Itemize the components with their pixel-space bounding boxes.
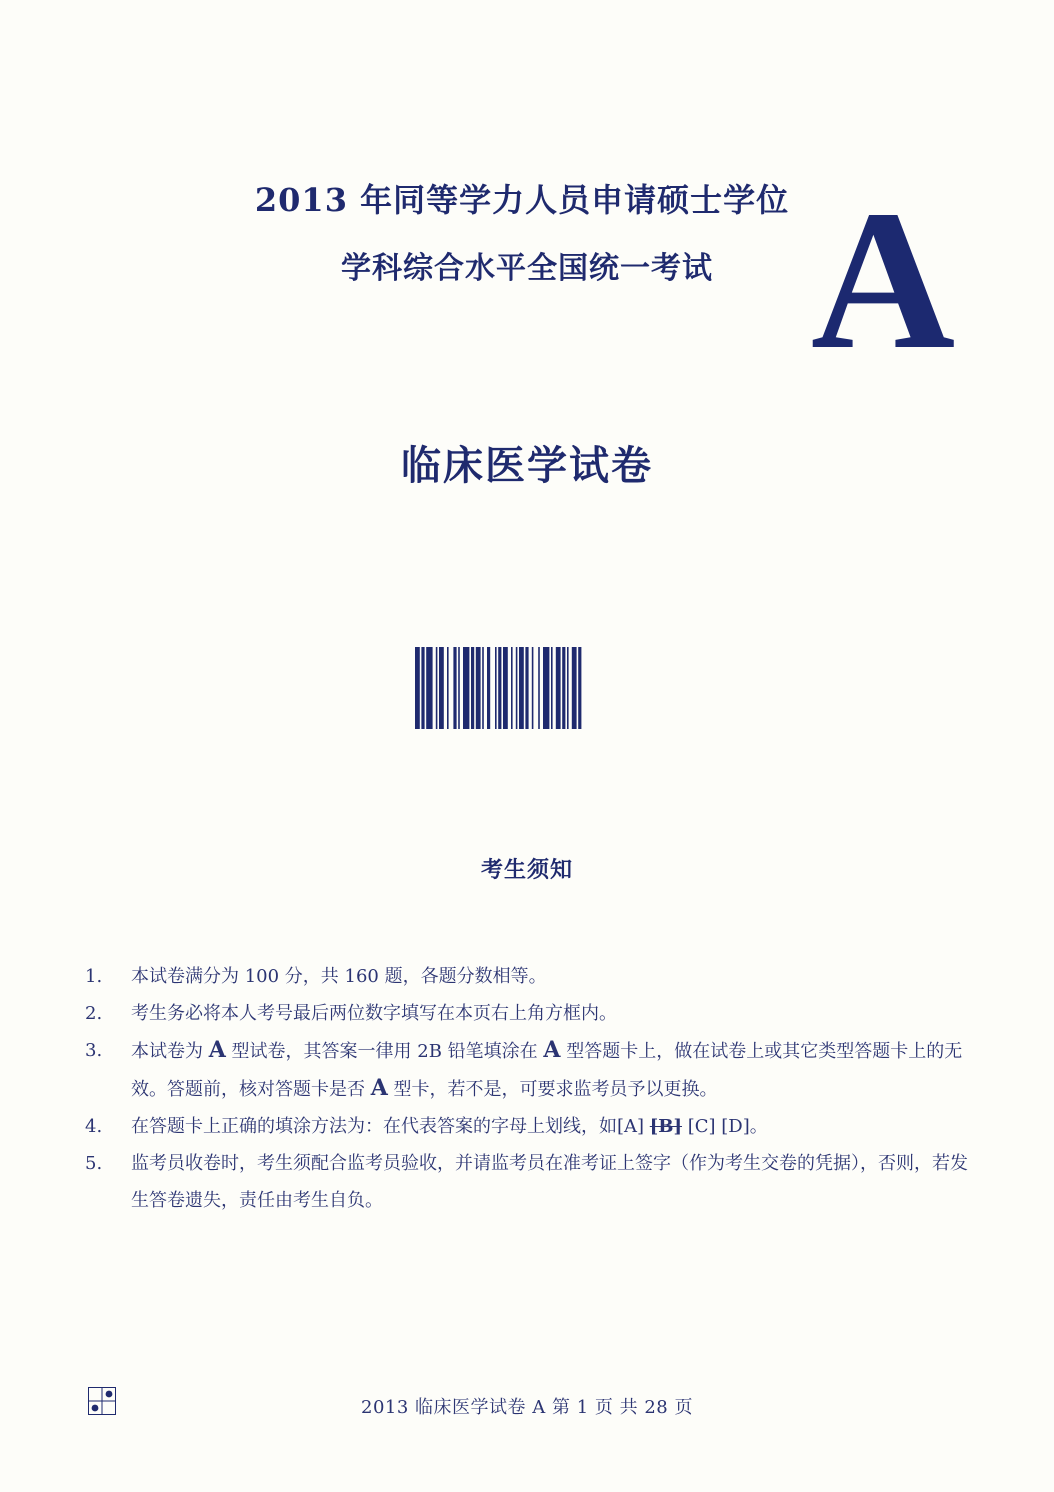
notice-item-2 xyxy=(85,995,985,1032)
exam-title-line2: 学科综合水平全国统一考试 xyxy=(341,251,713,286)
notice-item-text: 本试卷满分为 100 分，共 160 题，各题分数相等。 xyxy=(131,966,547,987)
text-segment: 本试卷为 xyxy=(131,1041,209,1062)
page-footer: 2013 临床医学试卷 A 第 1 页 共 28 页 xyxy=(361,1397,693,1418)
notice-item-text: 监考员收卷时，考生须配合监考员验收，并请监考员在准考证上签字（作为考生交卷的凭据），否则，若发生答卷遗失，责任由考生自负。 xyxy=(131,1153,968,1211)
notice-item-number: 3. xyxy=(85,1040,103,1061)
subject-title: 临床医学试卷 xyxy=(401,443,653,489)
notice-item-number: 5. xyxy=(85,1153,103,1174)
text-segment: 型试卷，其答案一律用 2B 铅笔填涂在 xyxy=(225,1041,544,1062)
notice-item-3 xyxy=(85,1032,985,1108)
notice-heading: 考生须知 xyxy=(480,858,573,883)
notice-item-text xyxy=(131,1108,985,1145)
type-a-letter: A xyxy=(370,1075,388,1101)
notice-item-number: 2. xyxy=(85,1003,103,1024)
struck-example-option: [B] xyxy=(649,1116,683,1137)
notice-item-5 xyxy=(85,1145,985,1219)
paper-type-mark: A xyxy=(810,170,956,391)
notice-item-4 xyxy=(85,1108,985,1145)
type-a-letter: A xyxy=(208,1037,226,1063)
text-segment: 在答题卡上正确的填涂方法为：在代表答案的字母上划线，如[A] xyxy=(131,1116,650,1137)
notice-item-number: 1. xyxy=(85,966,103,987)
exam-title-line1: 2013 年同等学力人员申请硕士学位 xyxy=(254,181,790,219)
notice-item-number: 4. xyxy=(85,1116,103,1137)
notice-item-text: 考生务必将本人考号最后两位数字填写在本页右上角方框内。 xyxy=(131,1003,617,1024)
notice-item-1 xyxy=(85,958,985,995)
notice-item-text xyxy=(131,1032,985,1108)
text-segment: 型卡，若不是，可要求监考员予以更换。 xyxy=(387,1079,718,1100)
text-segment: 型答题卡上，做在试卷上或其它类型答题卡上的无效。答题前，核对答题卡是否 xyxy=(131,1041,963,1100)
notice-list xyxy=(85,958,985,1219)
type-a-letter: A xyxy=(543,1037,561,1063)
barcode-icon xyxy=(415,647,643,729)
text-segment: [C] [D]。 xyxy=(682,1116,768,1137)
